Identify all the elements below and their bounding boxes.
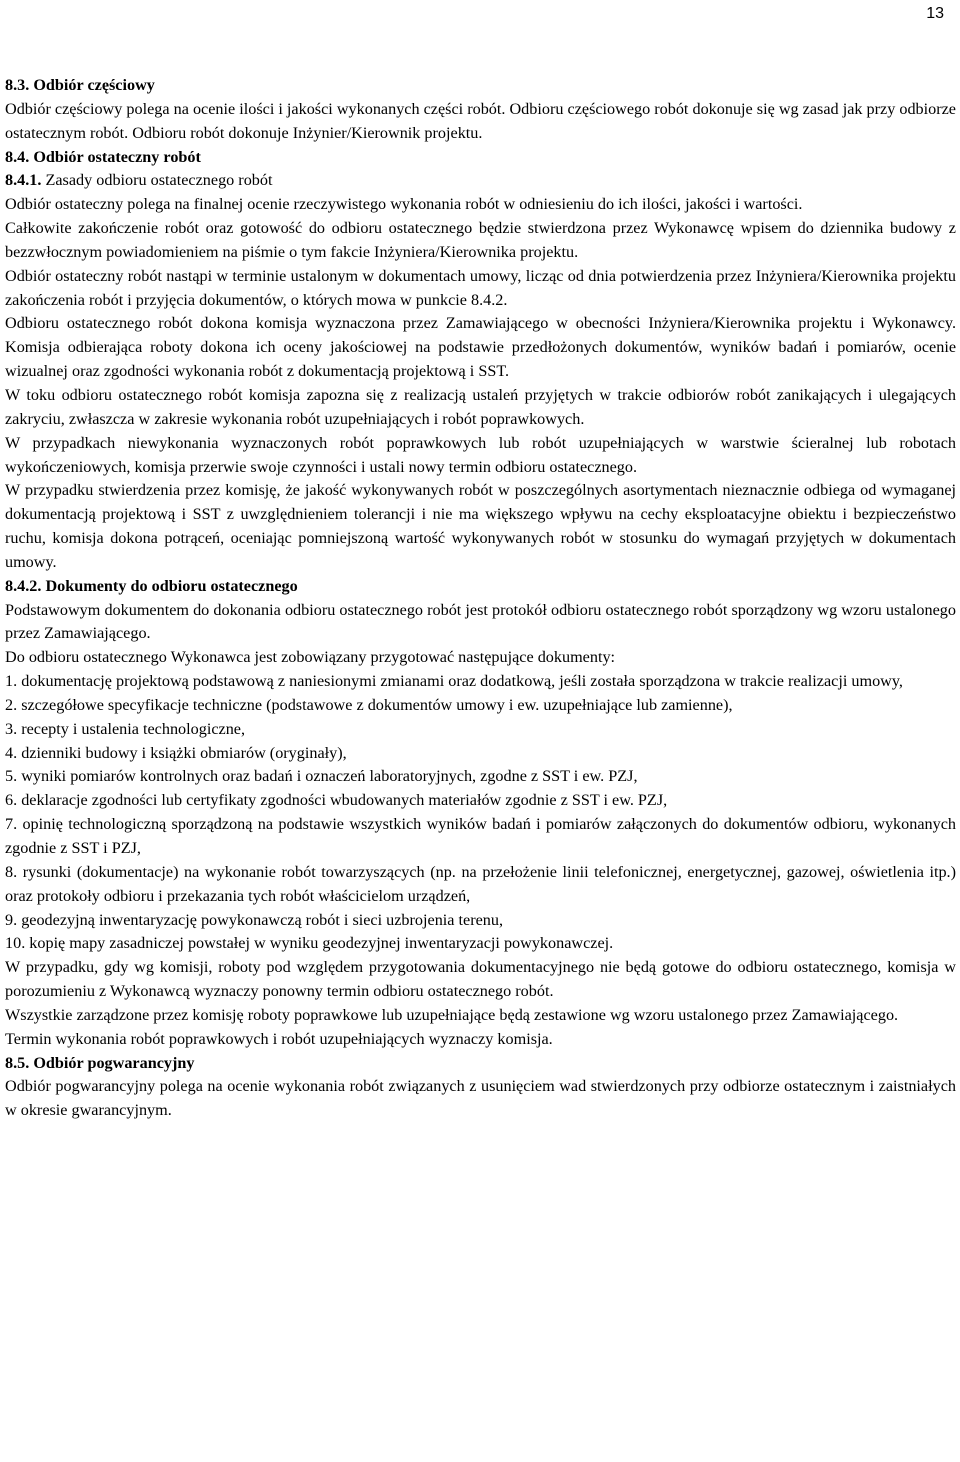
list-item: 7. opinię technologiczną sporządzoną na podstawie wszystkich wyników badań i pomiarów załączonych do dokumentów odbioru, wykonanych zgodnie z SST i PZJ, [5,815,956,857]
section-heading-8-4: 8.4. Odbiór ostateczny robót [5,147,201,166]
paragraph: W przypadku, gdy wg komisji, roboty pod względem przygotowania dokumentacyjnego nie będą gotowe do odbioru ostatecznego, komisja w porozumieniu z Wykonawcą wyznaczy ponowny termin odbioru ostatecznego robót. [5,958,956,1001]
paragraph: Odbiór ostateczny polega na finalnej ocenie rzeczywistego wykonania robót w odniesieniu do ich ilości, jakości i wartości. [5,195,803,214]
subsection-number: 8.4.1. [5,171,42,190]
list-item: 2. szczegółowe specyfikacje techniczne (podstawowe z dokumentów umowy i ew. uzupełniające lub zamienne), [5,695,733,714]
paragraph: W toku odbioru ostatecznego robót komisja zapozna się z realizacją ustaleń przyjętych w trakcie odbiorów robót zanikających i ulegających zakryciu, zwłaszcza w zakresie wykonania robót uzupełniających i robót poprawkowych. [5,385,956,428]
list-item: 6. deklaracje zgodności lub certyfikaty zgodności wbudowanych materiałów zgodnie z SST i ew. PZJ, [5,791,668,810]
list-item: 1. dokumentację projektową podstawową z naniesionymi zmianami oraz dodatkową, jeśli została sporządzona w trakcie realizacji umowy, [5,672,903,691]
paragraph: Termin wykonania robót poprawkowych i robót uzupełniających wyznaczy komisja. [5,1029,553,1048]
list-item: 8. rysunki (dokumentacje) na wykonanie robót towarzyszących (np. na przełożenie linii telefonicznej, energetycznej, gazowej, oświetlenia itp.) oraz protokoły odbioru i przekazania tych robót właścicielom urządzeń, [5,862,956,905]
subsection-title: Zasady odbioru ostatecznego robót [41,171,273,190]
list-item: 9. geodezyjną inwentaryzację powykonawczą robót i sieci uzbrojenia terenu, [5,910,504,929]
paragraph: Wszystkie zarządzone przez komisję roboty poprawkowe lub uzupełniające będą zestawione wg wzoru ustalonego przez Zamawiającego. [5,1005,899,1024]
paragraph: Podstawowym dokumentem do dokonania odbioru ostatecznego robót jest protokół odbioru ostatecznego robót sporządzony wg wzoru ustalonego przez Zamawiającego. [5,600,956,643]
page-number: 13 [926,5,944,22]
subsection-heading-8-4-2: 8.4.2. Dokumenty do odbioru ostatecznego [5,576,298,595]
list-item: 5. wyniki pomiarów kontrolnych oraz badań i oznaczeń laboratoryjnych, zgodne z SST i ew. PZJ, [5,767,638,786]
subsection-heading-8-4-1 [5,169,956,193]
section-heading-8-3: 8.3. Odbiór częściowy [5,76,155,94]
paragraph: W przypadkach niewykonania wyznaczonych robót poprawkowych lub robót uzupełniających w warstwie ścieralnej lub robotach wykończeniowych, komisja przerwie swoje czynności i ustali nowy termin odbioru ostatecznego. [5,433,956,476]
paragraph: Odbiór ostateczny robót nastąpi w terminie ustalonym w dokumentach umowy, licząc od dnia potwierdzenia przez Inżyniera/Kierownika projektu zakończenia robót i przyjęcia dokumentów, o których mowa w punkcie 8.4.2. [5,266,956,309]
section-heading-8-5: 8.5. Odbiór pogwarancyjny [5,1053,195,1072]
paragraph: Odbiór częściowy polega na ocenie ilości i jakości wykonanych części robót. Odbioru częściowego robót dokonuje się wg zasad jak przy odbiorze ostatecznym robót. Odbioru robót dokonuje Inżynier/Kierownik projektu. [5,99,956,142]
paragraph: Całkowite zakończenie robót oraz gotowość do odbioru ostatecznego będzie stwierdzona przez Wykonawcę wpisem do dziennika budowy z bezzwłocznym powiadomieniem na piśmie o tym fakcie Inżyniera/Kierownika projektu. [5,219,956,261]
document-body [5,74,956,1123]
list-item: 3. recepty i ustalenia technologiczne, [5,719,246,738]
paragraph: W przypadku stwierdzenia przez komisję, że jakość wykonywanych robót w poszczególnych asortymentach nieznacznie odbiega od wymaganej dokumentacją projektową i SST z uwzględnieniem tolerancji i nie ma większego wpływu na cechy eksploatacyjne obiektu i bezpieczeństwo ruchu, komisja dokona potrąceń, oceniając pomniejszoną wartość wykonywanych robót w stosunku do wymagań przyjętych w dokumentach umowy. [5,481,956,571]
paragraph: Do odbioru ostatecznego Wykonawca jest zobowiązany przygotować następujące dokumenty: [5,648,616,667]
list-item: 10. kopię mapy zasadniczej powstałej w wyniku geodezyjnej inwentaryzacji powykonawczej. [5,934,614,953]
paragraph: Odbiór pogwarancyjny polega na ocenie wykonania robót związanych z usunięciem wad stwierdzonych przy odbiorze ostatecznym i zaistniałych w okresie gwarancyjnym. [5,1077,956,1120]
list-item: 4. dzienniki budowy i książki obmiarów (oryginały), [5,743,347,762]
paragraph: Odbioru ostatecznego robót dokona komisja wyznaczona przez Zamawiającego w obecności Inżyniera/Kierownika projektu i Wykonawcy. Komisja odbierająca roboty dokona ich oceny jakościowej na podstawie przedłożonych dokumentów, wyników badań i pomiarów, ocenie wizualnej oraz zgodności wykonania robót z dokumentacją projektową i SST. [5,314,956,381]
